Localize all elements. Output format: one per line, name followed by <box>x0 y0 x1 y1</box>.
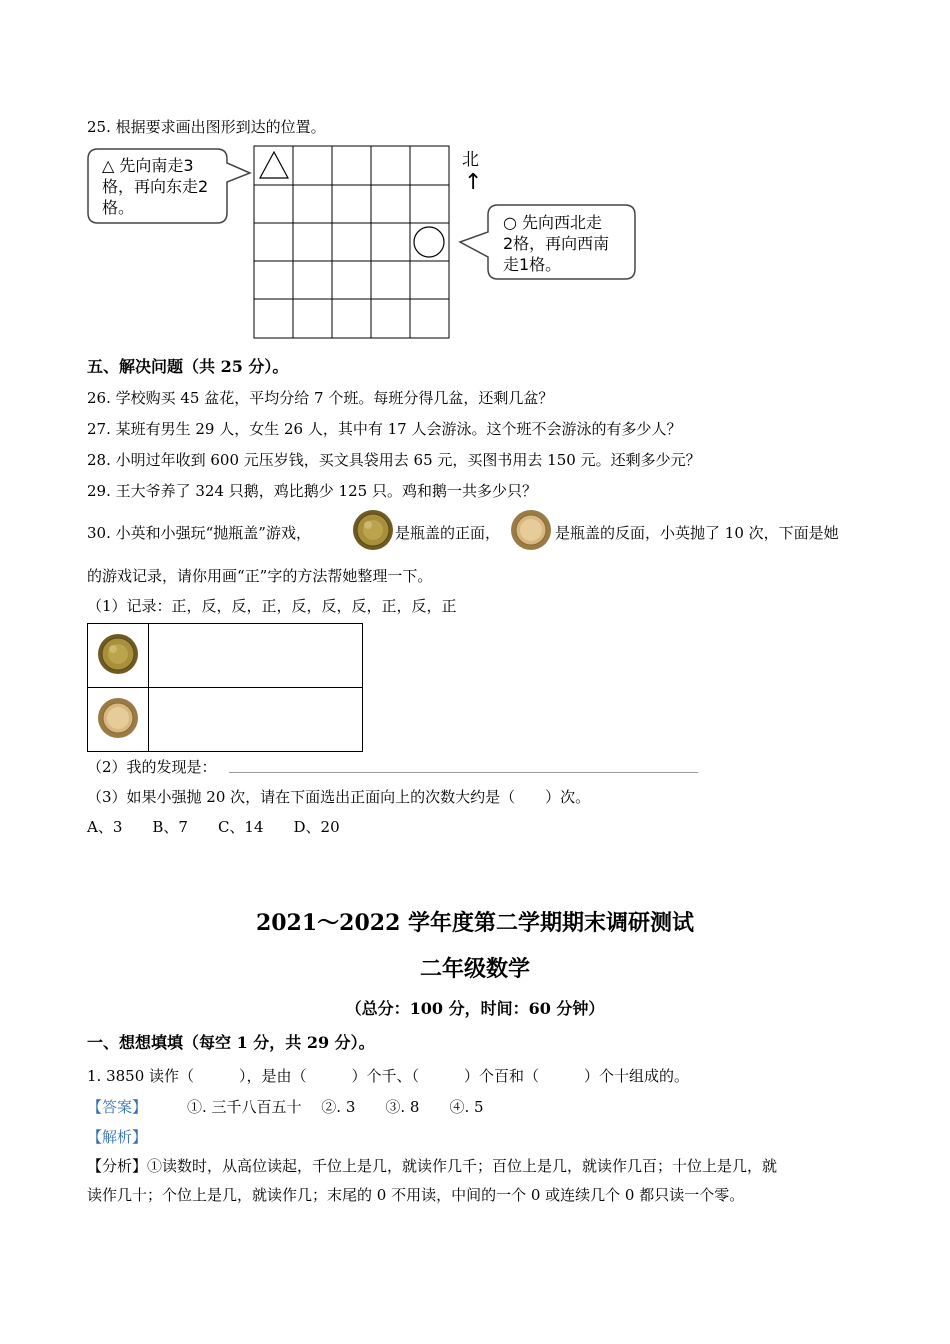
answer-values: ①. 三千八百五十 ②. 3 ③. 8 ④. 5 <box>187 1098 484 1116</box>
exam-meta: （总分：100 分，时间：60 分钟） <box>345 999 605 1018</box>
q26: 26. 学校购买 45 盆花，平均分给 7 个班。每班分得几盆，还剩几盆？ <box>87 389 554 407</box>
answer-label: 【答案】 <box>87 1098 148 1116</box>
bottle-cap-back-icon <box>510 509 552 551</box>
bottle-cap-front-icon <box>352 509 394 551</box>
q25-text: 25. 根据要求画出图形到达的位置。 <box>87 118 326 136</box>
analysis-label: 【解析】 <box>87 1128 148 1146</box>
q1: 1. 3850 读作（ ），是由（ ）个千、（ ）个百和（ ）个十组成的。 <box>87 1067 690 1085</box>
q29: 29. 王大爷养了 324 只鹅，鸡比鹅少 125 只。鸡和鹅一共多少只？ <box>87 482 537 500</box>
q30-options: A、3 B、7 C、14 D、20 <box>87 818 340 836</box>
north-arrow-icon: ↑ <box>464 170 483 195</box>
q30-part1: 30. 小英和小强玩“抛瓶盖”游戏， <box>87 524 311 542</box>
bottle-cap-back-icon <box>97 697 139 739</box>
q30-finding: （2）我的发现是： <box>87 758 217 776</box>
q30-line2: 的游戏记录，请你用画“正”字的方法帮她整理一下。 <box>87 567 433 585</box>
direction-grid <box>254 146 449 338</box>
section1-heading: 一、想想填填（每空 1 分，共 29 分）。 <box>87 1033 375 1052</box>
q28: 28. 小明过年收到 600 元压岁钱，买文具袋用去 65 元，买图书用去 150 元。还剩多少元？ <box>87 451 701 469</box>
circle-shape <box>414 227 444 257</box>
bottle-cap-front-icon <box>97 633 139 675</box>
triangle-shape <box>260 152 288 178</box>
analysis-line2: 读作几十；个位上是几，就读作几；末尾的 0 不用读，中间的一个 0 或连续几个 0 都只读一个零。 <box>87 1186 745 1204</box>
tally-row-front <box>88 624 363 688</box>
q30-part2: 是瓶盖的正面， <box>395 524 501 542</box>
q30-q3: （3）如果小强抛 20 次，请在下面选出正面向上的次数大约是（ ）次。 <box>87 788 591 806</box>
q27: 27. 某班有男生 29 人，女生 26 人，其中有 17 人会游泳。这个班不会游泳的有多少人？ <box>87 420 682 438</box>
tally-table <box>87 623 363 752</box>
tally-cell-back[interactable] <box>149 688 363 752</box>
q30-record: （1）记录：正，反，反，正，反，反，反，正，反，正 <box>87 597 457 615</box>
exam-title: 2021～2022 学年度第二学期期末调研测试 <box>255 910 695 936</box>
section5-heading: 五、解决问题（共 25 分）。 <box>87 357 289 376</box>
analysis-line1: 【分析】①读数时，从高位读起，千位上是几，就读作几千；百位上是几，就读作几百；十位上是几，就 <box>87 1157 778 1175</box>
tally-cell-front[interactable] <box>149 624 363 688</box>
finding-answer-line[interactable] <box>229 772 698 773</box>
q30-part3: 是瓶盖的反面，小英抛了 10 次，下面是她 <box>555 524 839 542</box>
bubble-right-text: ○ 先向西北走 2格，再向西南 走1格。 <box>503 213 610 274</box>
bubble-left-text: △ 先向南走3 格，再向东走2 格。 <box>102 156 209 217</box>
north-label: 北 <box>462 150 479 170</box>
tally-row-back <box>88 688 363 752</box>
exam-subtitle: 二年级数学 <box>419 956 530 982</box>
